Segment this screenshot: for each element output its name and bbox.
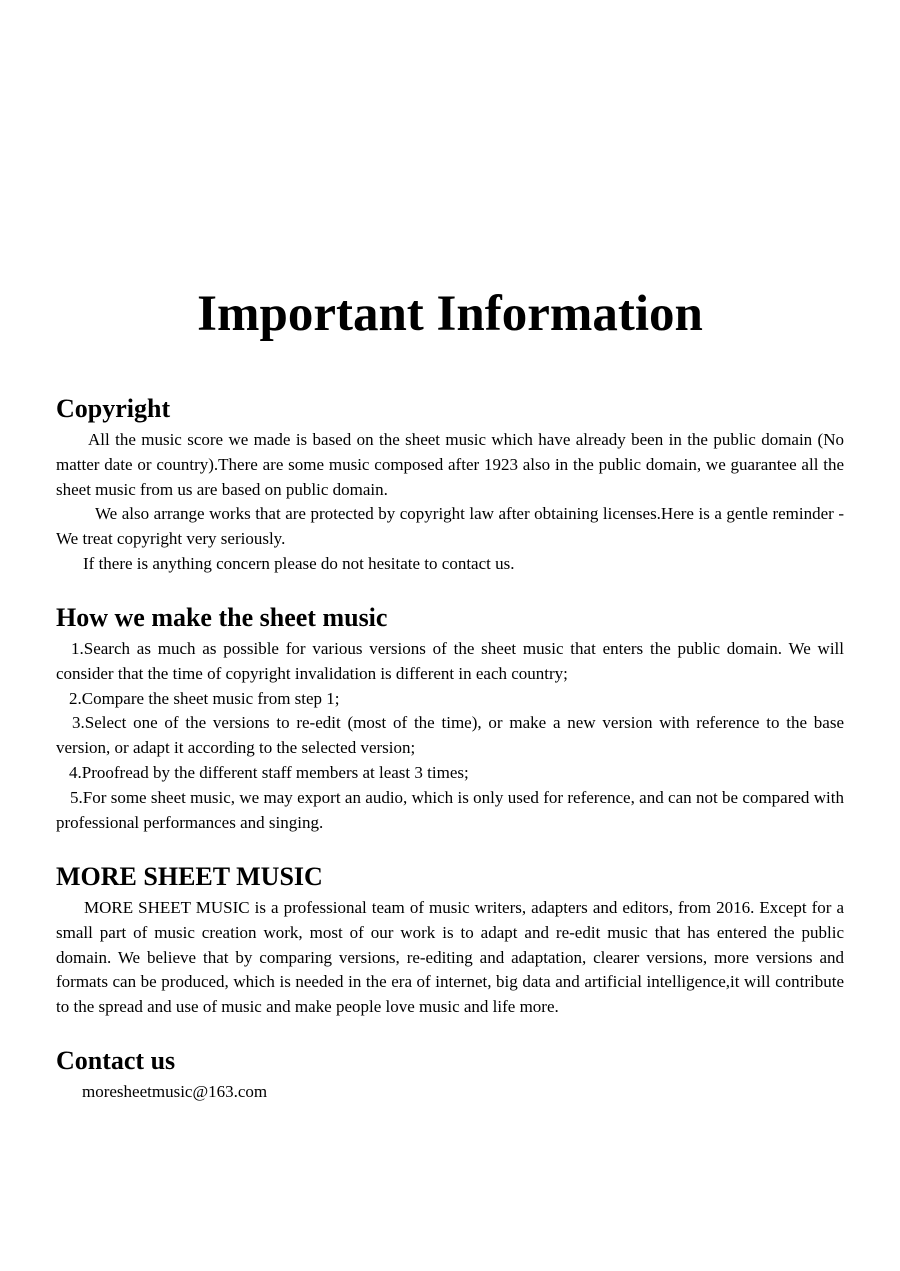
- copyright-heading: Copyright: [56, 394, 171, 423]
- contact-heading: Contact us: [56, 1046, 176, 1075]
- how-we-make-section: [56, 603, 844, 835]
- process-step: 1.Search as much as possible for various versions of the sheet music that enters the public domain. We will consider that the time of copyright invalidation is different in each country;: [56, 639, 844, 683]
- copyright-paragraph: If there is anything concern please do not hesitate to contact us.: [83, 553, 515, 573]
- process-step: 3.Select one of the versions to re-edit (most of the time), or make a new version with reference to the base version, or adapt it according to the selected version;: [56, 713, 844, 758]
- how-we-make-heading: How we make the sheet music: [56, 603, 388, 632]
- copyright-section: [56, 394, 844, 577]
- process-step: 4.Proofread by the different staff members at least 3 times;: [69, 762, 469, 782]
- copyright-paragraph: We also arrange works that are protected by copyright law after obtaining licenses.Here is a gentle reminder - We treat copyright very seriously.: [56, 504, 844, 549]
- more-sheet-music-section: [56, 862, 844, 1020]
- copyright-paragraph: All the music score we made is based on the sheet music which have already been in the public domain (No matter date or country).There are some music composed after 1923 also in the public domain, we guarantee all the sheet music from us are based on public domain.: [56, 430, 844, 499]
- contact-email[interactable]: moresheetmusic@163.com: [82, 1082, 268, 1101]
- process-step: 5.For some sheet music, we may export an audio, which is only used for reference, and can not be compared with professional performances and singing.: [56, 787, 844, 832]
- page-title: Important Information: [197, 286, 703, 342]
- process-step: 2.Compare the sheet music from step 1;: [69, 688, 340, 708]
- more-sheet-music-heading: MORE SHEET MUSIC: [56, 862, 323, 891]
- contact-section: [56, 1046, 844, 1105]
- about-paragraph: MORE SHEET MUSIC is a professional team of music writers, adapters and editors, from 2016. Except for a small part of music creation work, most of our work is to adapt and re-edit music that has entered the public domain. We believe that by comparing versions, re-editing and adaptation, clearer versions, more versions and formats can be produced, which is needed in the era of internet, big data and artificial intelligence,it will contribute to the spread and use of music and make people love music and life more.: [56, 898, 844, 1017]
